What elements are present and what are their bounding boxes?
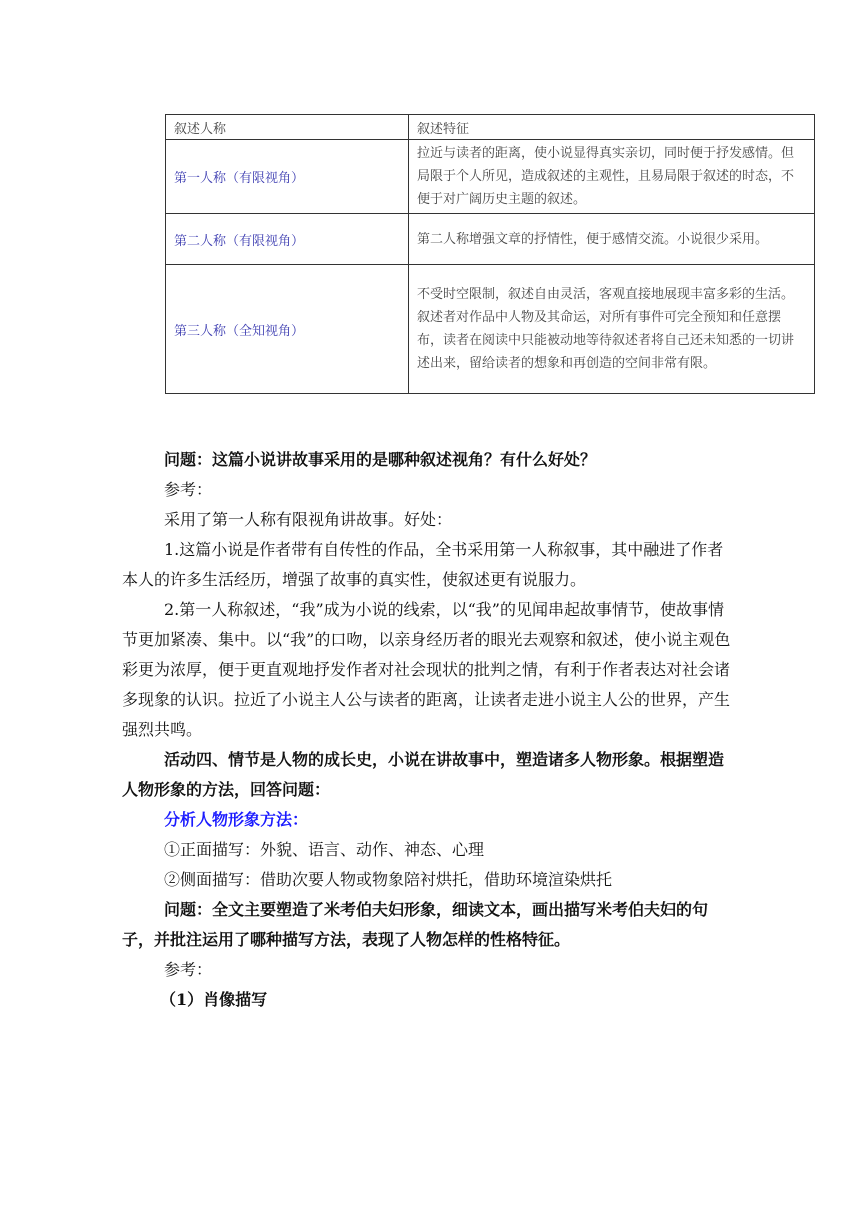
answer-point-1: 1.这篇小说是作者带有自传性的作品，全书采用第一人称叙事，其中融进了作者本人的许多生活经历，增强了故事的真实性，使叙述更有说服力。	[122, 540, 724, 589]
narration-table	[165, 114, 815, 394]
question-2: 问题：全文主要塑造了米考伯夫妇形象，细读文本，画出描写米考伯夫妇的句子，并批注运用了哪种描写方法，表现了人物怎样的性格特征。	[122, 900, 709, 949]
answer-intro: 采用了第一人称有限视角讲故事。好处：	[164, 510, 453, 529]
header-feature: 叙述特征	[409, 115, 815, 140]
table-row	[166, 265, 815, 394]
method-heading: 分析人物形象方法：	[164, 810, 309, 829]
table-row	[166, 214, 815, 265]
row-feature	[409, 265, 815, 394]
feature-line: 局限于个人所见，造成叙述的主观性，且易局限于叙述的时态，不便于对广阔历史主题的叙述。	[417, 169, 795, 207]
question-1: 问题：这篇小说讲故事采用的是哪种叙述视角？有什么好处？	[164, 450, 597, 469]
feature-line: 第二人称增强文章的抒情性，便于感情交流。小说很少采用。	[417, 231, 769, 247]
feature-line: 不受时空限制，叙述自由灵活，客观直接地展现丰富多彩的生活。叙述者对作品中人物及其命运，对所有事件可完全预知和任意摆布，读者在阅读中只能被动地等待叙述者将自己还未知悉的一切讲述出来，留给读者的想象和再创造的空间非常有限。	[417, 287, 795, 371]
activity-4-heading: 活动四、情节是人物的成长史，小说在讲故事中，塑造诸多人物形象。根据塑造人物形象的方法，回答问题：	[122, 750, 725, 799]
row-person: 第三人称（全知视角）	[166, 265, 409, 394]
row-person: 第一人称（有限视角）	[166, 140, 409, 214]
portrait-description-heading: （1）肖像描写	[160, 990, 268, 1009]
reference-label: 参考：	[164, 960, 213, 979]
header-person: 叙述人称	[166, 115, 409, 140]
answer-point-2: 2.第一人称叙述，“我”成为小说的线索，以“我”的见闻串起故事情节，使故事情节更加紧凑、集中。以“我”的口吻，以亲身经历者的眼光去观察和叙述，使小说主观色彩更为浓厚，便于更直观地抒发作者对社会现状的批判之情，有利于作者表达对社会诸多现象的认识。拉近了小说主人公与读者的距离，让读者走进小说主人公的世界，产生强烈共鸣。	[122, 600, 731, 739]
body-text	[122, 445, 732, 1015]
row-person: 第二人称（有限视角）	[166, 214, 409, 265]
row-feature	[409, 140, 815, 214]
method-indirect: ②侧面描写：借助次要人物或物象陪衬烘托，借助环境渲染烘托	[164, 870, 613, 889]
reference-label: 参考：	[164, 480, 213, 499]
row-feature	[409, 214, 815, 265]
table-header-row	[166, 115, 815, 140]
feature-line: 拉近与读者的距离，使小说显得真实亲切，同时便于抒发感情。但	[417, 146, 795, 161]
method-direct: ①正面描写：外貌、语言、动作、神态、心理	[164, 840, 485, 859]
table-row	[166, 140, 815, 214]
